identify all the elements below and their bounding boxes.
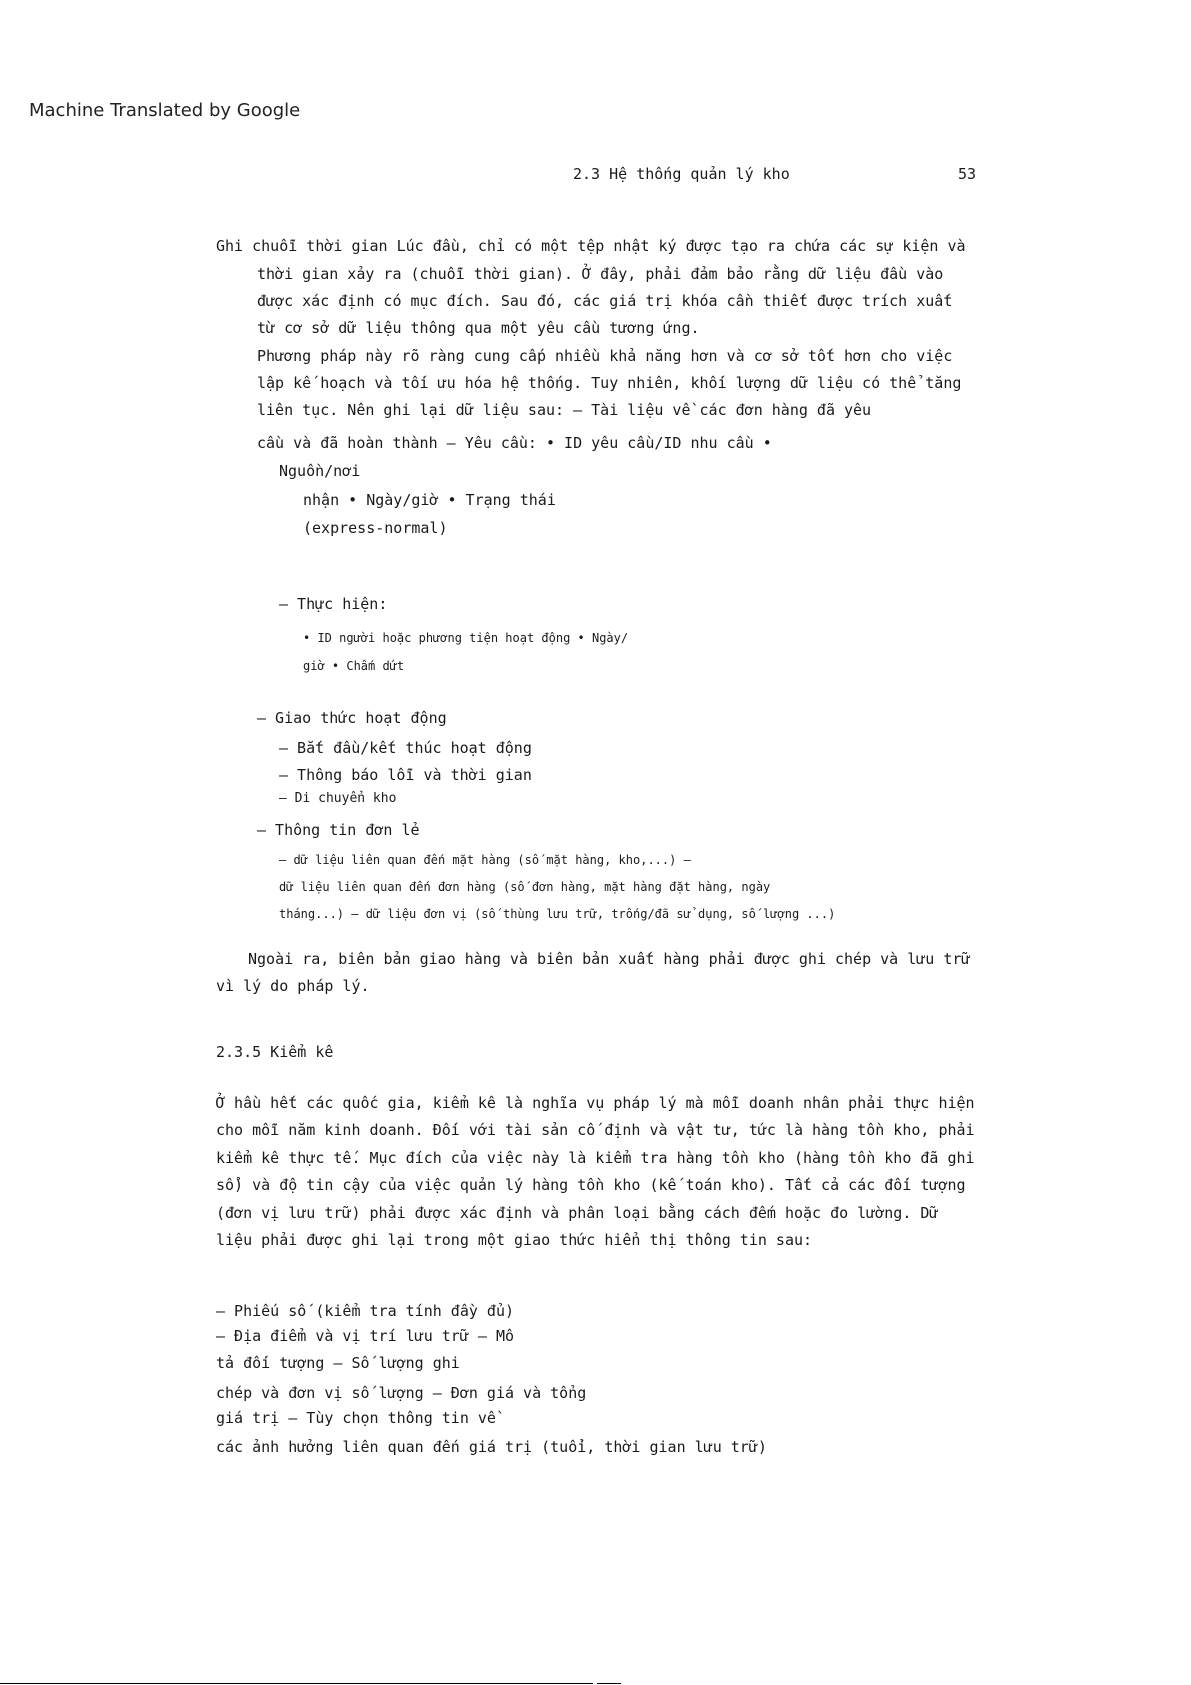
protocol-list-line: chép và đơn vị số lượng – Đơn giá và tổng	[216, 1384, 587, 1402]
operation-protocol-item: – Di chuyển kho	[279, 791, 397, 806]
paragraph-line: Phương pháp này rõ ràng cung cấp nhiều khả năng hơn và cơ sở tốt hơn cho việc	[257, 347, 953, 365]
machine-translation-banner: Machine Translated by Google	[29, 100, 301, 121]
execution-heading: – Thực hiện:	[279, 595, 388, 613]
protocol-list-line: tả đối tượng – Số lượng ghi	[216, 1354, 460, 1372]
single-info-line: dữ liệu liên quan đến đơn hàng (số đơn hàng, mặt hàng đặt hàng, ngày	[279, 880, 771, 894]
single-info-heading: – Thông tin đơn lẻ	[257, 821, 420, 839]
legal-line: Ngoài ra, biên bản giao hàng và biên bản xuất hàng phải được ghi chép và lưu trữ	[248, 950, 971, 968]
request-item-line: nhận • Ngày/giờ • Trạng thái	[303, 491, 556, 509]
page-bottom-rule-segment	[597, 1683, 621, 1684]
paragraph-line: được xác định có mục đích. Sau đó, các giá trị khóa cần thiết được trích xuất	[257, 292, 953, 310]
section-paragraph-line: sổ) và độ tin cậy của việc quản lý hàng tồn kho (kế toán kho). Tất cả các đối tượng	[216, 1176, 966, 1194]
request-item-line: (express-normal)	[303, 519, 448, 537]
execution-line: giờ • Chấm dứt	[303, 659, 405, 673]
protocol-list-line: giá trị – Tùy chọn thông tin về	[216, 1409, 496, 1427]
request-source: Nguồn/nơi	[279, 462, 361, 480]
running-title: 2.3 Hệ thống quản lý kho	[573, 165, 790, 183]
paragraph-line: Ghi chuỗi thời gian Lúc đầu, chỉ có một tệp nhật ký được tạo ra chứa các sự kiện và	[216, 237, 966, 255]
protocol-list-line: – Phiếu số (kiểm tra tính đầy đủ)	[216, 1302, 515, 1320]
operation-protocol-item: – Bắt đầu/kết thúc hoạt động	[279, 739, 532, 757]
section-paragraph-line: (đơn vị lưu trữ) phải được xác định và phân loại bằng cách đếm hoặc đo lường. Dữ	[216, 1204, 939, 1222]
paragraph-line: lập kế hoạch và tối ưu hóa hệ thống. Tuy nhiên, khối lượng dữ liệu có thể tăng	[257, 374, 962, 392]
section-heading: 2.3.5 Kiểm kê	[216, 1043, 334, 1061]
paragraph-line: thời gian xảy ra (chuỗi thời gian). Ở đây, phải đảm bảo rằng dữ liệu đầu vào	[257, 265, 944, 283]
single-info-line: – dữ liệu liên quan đến mặt hàng (số mặt hàng, kho,...) –	[279, 853, 691, 867]
page-bottom-rule	[0, 1683, 593, 1684]
legal-line: vì lý do pháp lý.	[216, 977, 370, 995]
section-paragraph-line: Ở hầu hết các quốc gia, kiểm kê là nghĩa vụ pháp lý mà mỗi doanh nhân phải thực hiện	[216, 1094, 975, 1112]
section-paragraph-line: cho mỗi năm kinh doanh. Đối với tài sản cố định và vật tư, tức là hàng tồn kho, phải	[216, 1121, 975, 1139]
paragraph-line: cầu và đã hoàn thành – Yêu cầu: • ID yêu cầu/ID nhu cầu •	[257, 434, 772, 452]
operation-protocol-heading: – Giao thức hoạt động	[257, 709, 447, 727]
paragraph-line: từ cơ sở dữ liệu thông qua một yêu cầu tương ứng.	[257, 319, 700, 337]
section-paragraph-line: kiểm kê thực tế. Mục đích của việc này là kiểm tra hàng tồn kho (hàng tồn kho đã ghi	[216, 1149, 975, 1167]
protocol-list-line: các ảnh hưởng liên quan đến giá trị (tuổi, thời gian lưu trữ)	[216, 1438, 767, 1456]
section-paragraph-line: liệu phải được ghi lại trong một giao thức hiển thị thông tin sau:	[216, 1231, 813, 1249]
protocol-list-line: – Địa điểm và vị trí lưu trữ – Mô	[216, 1327, 515, 1345]
execution-line: • ID người hoặc phương tiện hoạt động • Ngày/	[303, 631, 629, 645]
single-info-line: tháng...) – dữ liệu đơn vị (số thùng lưu trữ, trống/đã sử dụng, số lượng ...)	[279, 907, 836, 921]
operation-protocol-item: – Thông báo lỗi và thời gian	[279, 766, 532, 784]
paragraph-line: liên tục. Nên ghi lại dữ liệu sau: – Tài liệu về các đơn hàng đã yêu	[257, 401, 872, 419]
page-number: 53	[958, 165, 977, 183]
